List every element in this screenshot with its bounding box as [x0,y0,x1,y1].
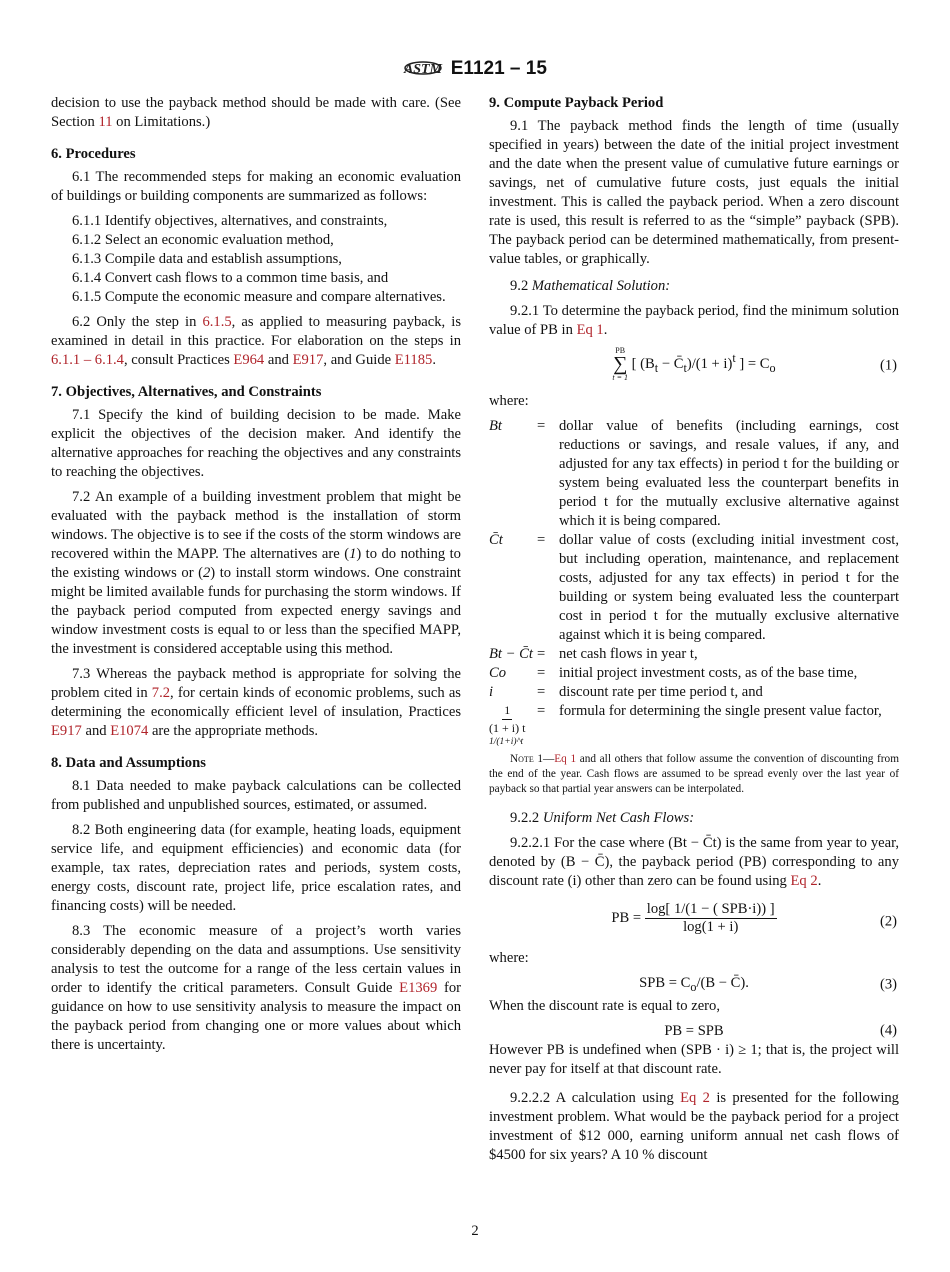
text-run: t [682,835,687,851]
left-column [51,94,461,1061]
text-run: 9.2.1 To determine the payback period, find the minimum solution value of PB in [489,303,899,338]
reference-link[interactable]: E917 [292,352,324,368]
text-run: , consult Practices [123,352,234,368]
paragraph [51,288,461,307]
definition-text: initial project investment costs, as of the base time, [559,665,858,681]
present-value-term-text: 1/(1+i)^t [489,737,524,747]
text-run: 9.1 The payback method finds the length of time (usually specified in years) between the date of the initial project investment and the date when the present value of cumulative future earnings or savings, net of cumulative future costs, just equals the initial investment. This is called the payback period. When a zero discount rate is used, this result is referred to as the “simple” payback (SPB). The payback period can be determined mathematically, from present-value tables, or graphically. [489,118,899,267]
paragraph [51,269,461,288]
summation [612,346,628,382]
paragraph-9-2-2-1 [489,834,899,891]
text-run: 7. Objectives, Alternatives, and Constraints [51,384,322,400]
where-label: where: [489,393,529,409]
text-run: 8.2 Both engineering data (for example, heating loads, equipment service life, and equipment efficiencies) and economic data (for example, tax rates, depreciation rates and periods, system costs, energy costs, discount rate, project life, price escalation rates, and financing costs) will be needed. [51,822,461,914]
reference-link[interactable]: 11 [98,114,113,130]
reference-link[interactable]: 7.2 [151,685,171,701]
paragraph [51,922,461,1055]
text-run: for guidance on how to use sensitivity analysis to measure the impact on the payback period from changing one or more values about which there is uncertainty. [51,980,461,1053]
reference-link[interactable]: E1074 [110,723,149,739]
text-run: − C̄ [686,835,713,851]
present-value-fraction: $\frac{1}{(1 + i) t}$ [489,703,526,735]
eq-1-link[interactable]: Eq 1 [554,753,577,765]
text-run: 9.2.2 [510,810,543,826]
reference-link[interactable]: Eq 2 [790,873,818,889]
section-heading [51,754,461,773]
definition-term: C̄t [489,532,503,548]
definition-term: i [489,684,494,700]
text-run: , and Guide [323,352,395,368]
paragraph [51,665,461,741]
astm-logo-icon [403,56,443,80]
definition-text: dollar value of benefits (including earnings, cost reductions or savings, and resale values, if any, and adjusted for any tax effects) in period t for the building or system being evaluated less the counterpart benefits in period t for the mutually exclusive alternative against which it is being compared. [559,418,899,529]
text-run: Uniform Net Cash Flows: [542,810,695,826]
text-run: and [81,723,111,739]
section-heading [51,145,461,164]
text-run: . [817,873,822,889]
paragraph-9-2-2-2 [489,1089,899,1165]
text-run: 6.1.4 Convert cash flows to a common time basis, and [72,270,389,286]
paragraph-9-2-2 [489,809,899,828]
reference-link[interactable]: 6.1.1 – 6.1.4 [51,352,124,368]
text-run: 6.1.1 Identify objectives, alternatives, and constraints, [72,213,388,229]
undefined-text: However PB is undefined when (SPB · i) ≥ 1; that is, the project will never pay for itself at that discount rate. [489,1041,899,1077]
text-run: and [264,352,293,368]
text-run: . [603,322,608,338]
text-run: 7.3 Whereas the payback method is appropriate for solving the problem cited in [51,666,461,701]
page-header [0,56,950,80]
reference-link[interactable]: E1185 [394,352,433,368]
paragraph [51,94,461,132]
text-run: t [712,835,717,851]
equals-sign: = [537,703,546,719]
equation-number: (4) [879,1022,897,1039]
note-1: Note 1—Eq 1 and all others that follow assume the convention of discounting from the end of the year. Cash flows are assumed to be spread evenly over the last year of payback so that partial year answers can be interpolated. [489,753,899,795]
page-number: 2 [471,1223,479,1239]
equation-number: (3) [879,976,897,993]
reference-link[interactable]: Eq 2 [680,1089,710,1106]
svg-text:ASTM: ASTM [404,62,443,77]
reference-link[interactable]: E917 [51,723,82,739]
text-run: 6.1 The recommended steps for making an economic evaluation of buildings or building components are summarized as follows: [51,169,461,204]
section-heading: 9. Compute Payback Period [489,95,664,111]
text-run: on Limitations.) [112,114,211,130]
equals-sign: = [537,646,546,662]
definition-text: dollar value of costs (excluding initial investment cost, but including operation, maintenance, and replacement costs, adjusted for any tax effects) in period t for the building or system being evaluated less the counterpart cost in period t for the mutually exclusive alternative against which it is being compared. [559,532,899,643]
paragraph [51,406,461,482]
text-run: 7.1 Specify the kind of building decision to be made. Make explicit the objectives of the decision maker. And identify the alternative approaches for reaching the objectives and any constraints to reaching the objectives. [51,407,461,480]
text-run: 6.1.5 Compute the economic measure and compare alternatives. [72,289,446,305]
definition-text: formula for determining the single present value factor, [559,703,882,719]
equation-body: [ ($B_t$ − $C̄_t)/(1 + i)^t$ ] = $C_o$ [631,351,776,376]
definition-term: Co [489,665,507,681]
paragraph-9-2-1 [489,302,899,340]
text-run: 7.2 An example of a building investment problem that might be evaluated with the payback method is the installation of storm windows. The objective is to see if the costs of the storm windows are recovered within the MAPP. The alternatives are ( [51,489,461,562]
text-run: 8.1 Data needed to make payback calculations can be collected from published and unpublished sources, estimated, or assumed. [51,778,461,813]
paragraph [51,212,461,231]
paragraph-9-2 [489,277,899,296]
fraction: $\frac{\text{log[ 1/(1 − ( SPB·i)) ]}}{\log(1 + i)}$ [646,901,775,935]
standard-designation: E1121 – 15 [450,57,547,79]
text-run: , for certain kinds of economic problems, such as determining the economically efficient level of insulation, Practices [51,685,461,720]
definitions-list [489,417,899,748]
paragraph [51,231,461,250]
reference-link[interactable]: 6.1.5 [202,314,232,330]
text-run: ) to install storm windows. One constraint might be limited available funds for purchasing the storm windows. If the payback period computed from expected energy savings and window investment costs is equal to or less than the specified MAPP, the investment is considered acceptable using this method. [51,565,461,657]
paragraph [51,488,461,659]
equals-sign: = [537,418,546,434]
equation-3: SPB = $C_o/(B$ − C̄). (3) [639,975,897,994]
sigma-icon: ∑ [613,353,628,375]
sum-lower: t = 1 [612,373,629,382]
text-run: 2 [203,565,211,581]
paragraph [51,821,461,916]
text-run: . [432,352,436,368]
right-column [489,94,899,1171]
reference-link[interactable]: Eq 1 [576,322,604,338]
text-run: 9.2.2.1 For the case where (B [510,835,683,851]
text-run: are the appropriate methods. [148,723,319,739]
definition-term: Bt − C̄t [489,646,533,662]
section-heading [51,383,461,402]
equation-number: (2) [879,913,897,930]
text-run: 8. Data and Assumptions [51,755,206,771]
equation-2: PB = $\frac{\text{log[ 1/(1 − ( SPB·i)) ]}}{\log(1 + i)}$ (2) [611,901,897,935]
definition-text: discount rate per time period t, and [559,684,763,700]
paragraph [51,313,461,370]
paragraph [51,777,461,815]
equation-4: PB = SPB (4) [664,1022,897,1039]
text-run: 9.2.2.2 A calculation using [510,1089,681,1106]
text-run: 1 [349,546,357,562]
text-run: ) is the same from year to year, denoted by (B − C̄), the payback period (PB) corresponding to any discount rate (i) other than zero can be found using [489,835,899,889]
definition-term [489,702,537,748]
text-run: Mathematical Solution: [531,278,671,294]
reference-link[interactable]: E1369 [399,980,438,996]
sum-upper: PB [615,346,626,355]
text-run: , as applied to measuring payback, is examined in detail in this practice. For elaboration on the steps in [51,314,461,349]
reference-link[interactable]: E964 [233,352,265,368]
text-run: 8.3 The economic measure of a project’s worth varies considerably depending on the data and assumptions. Use sensitivity analysis to test the outcome for a range of the less certain values in order to identify the critical parameters. Consult Guide [51,923,461,996]
where-label: where: [489,950,529,966]
zero-rate-text: When the discount rate is equal to zero, [489,997,720,1014]
text-run: 6.1.2 Select an economic evaluation method, [72,232,334,248]
equals-sign: = [537,684,546,700]
text-run: 6. Procedures [51,146,136,162]
text-run: 9.2 [510,278,532,294]
equation-1 [489,346,899,386]
paragraph [51,250,461,269]
equals-sign: = [537,532,546,548]
paragraph [51,168,461,206]
text-run: 6.1.3 Compile data and establish assumptions, [72,251,342,267]
equals-sign: = [537,665,546,681]
text-run: is presented for the following investment problem. What would be the payback period for a project investment of $12 000, earning uniform annual net cash flows of $4500 for six years? A 10 % discount [489,1089,899,1163]
definition-text: net cash flows in year t, [559,646,698,662]
equation-number: (1) [879,357,897,374]
text-run: 6.2 Only the step in [72,314,203,330]
paragraph-9-1 [489,117,899,269]
text-run: decision to use the payback method should be made with care. (See Section [51,95,461,130]
definition-term: Bt [489,418,502,434]
text-run: ) to do nothing to the existing windows or ( [51,546,461,581]
